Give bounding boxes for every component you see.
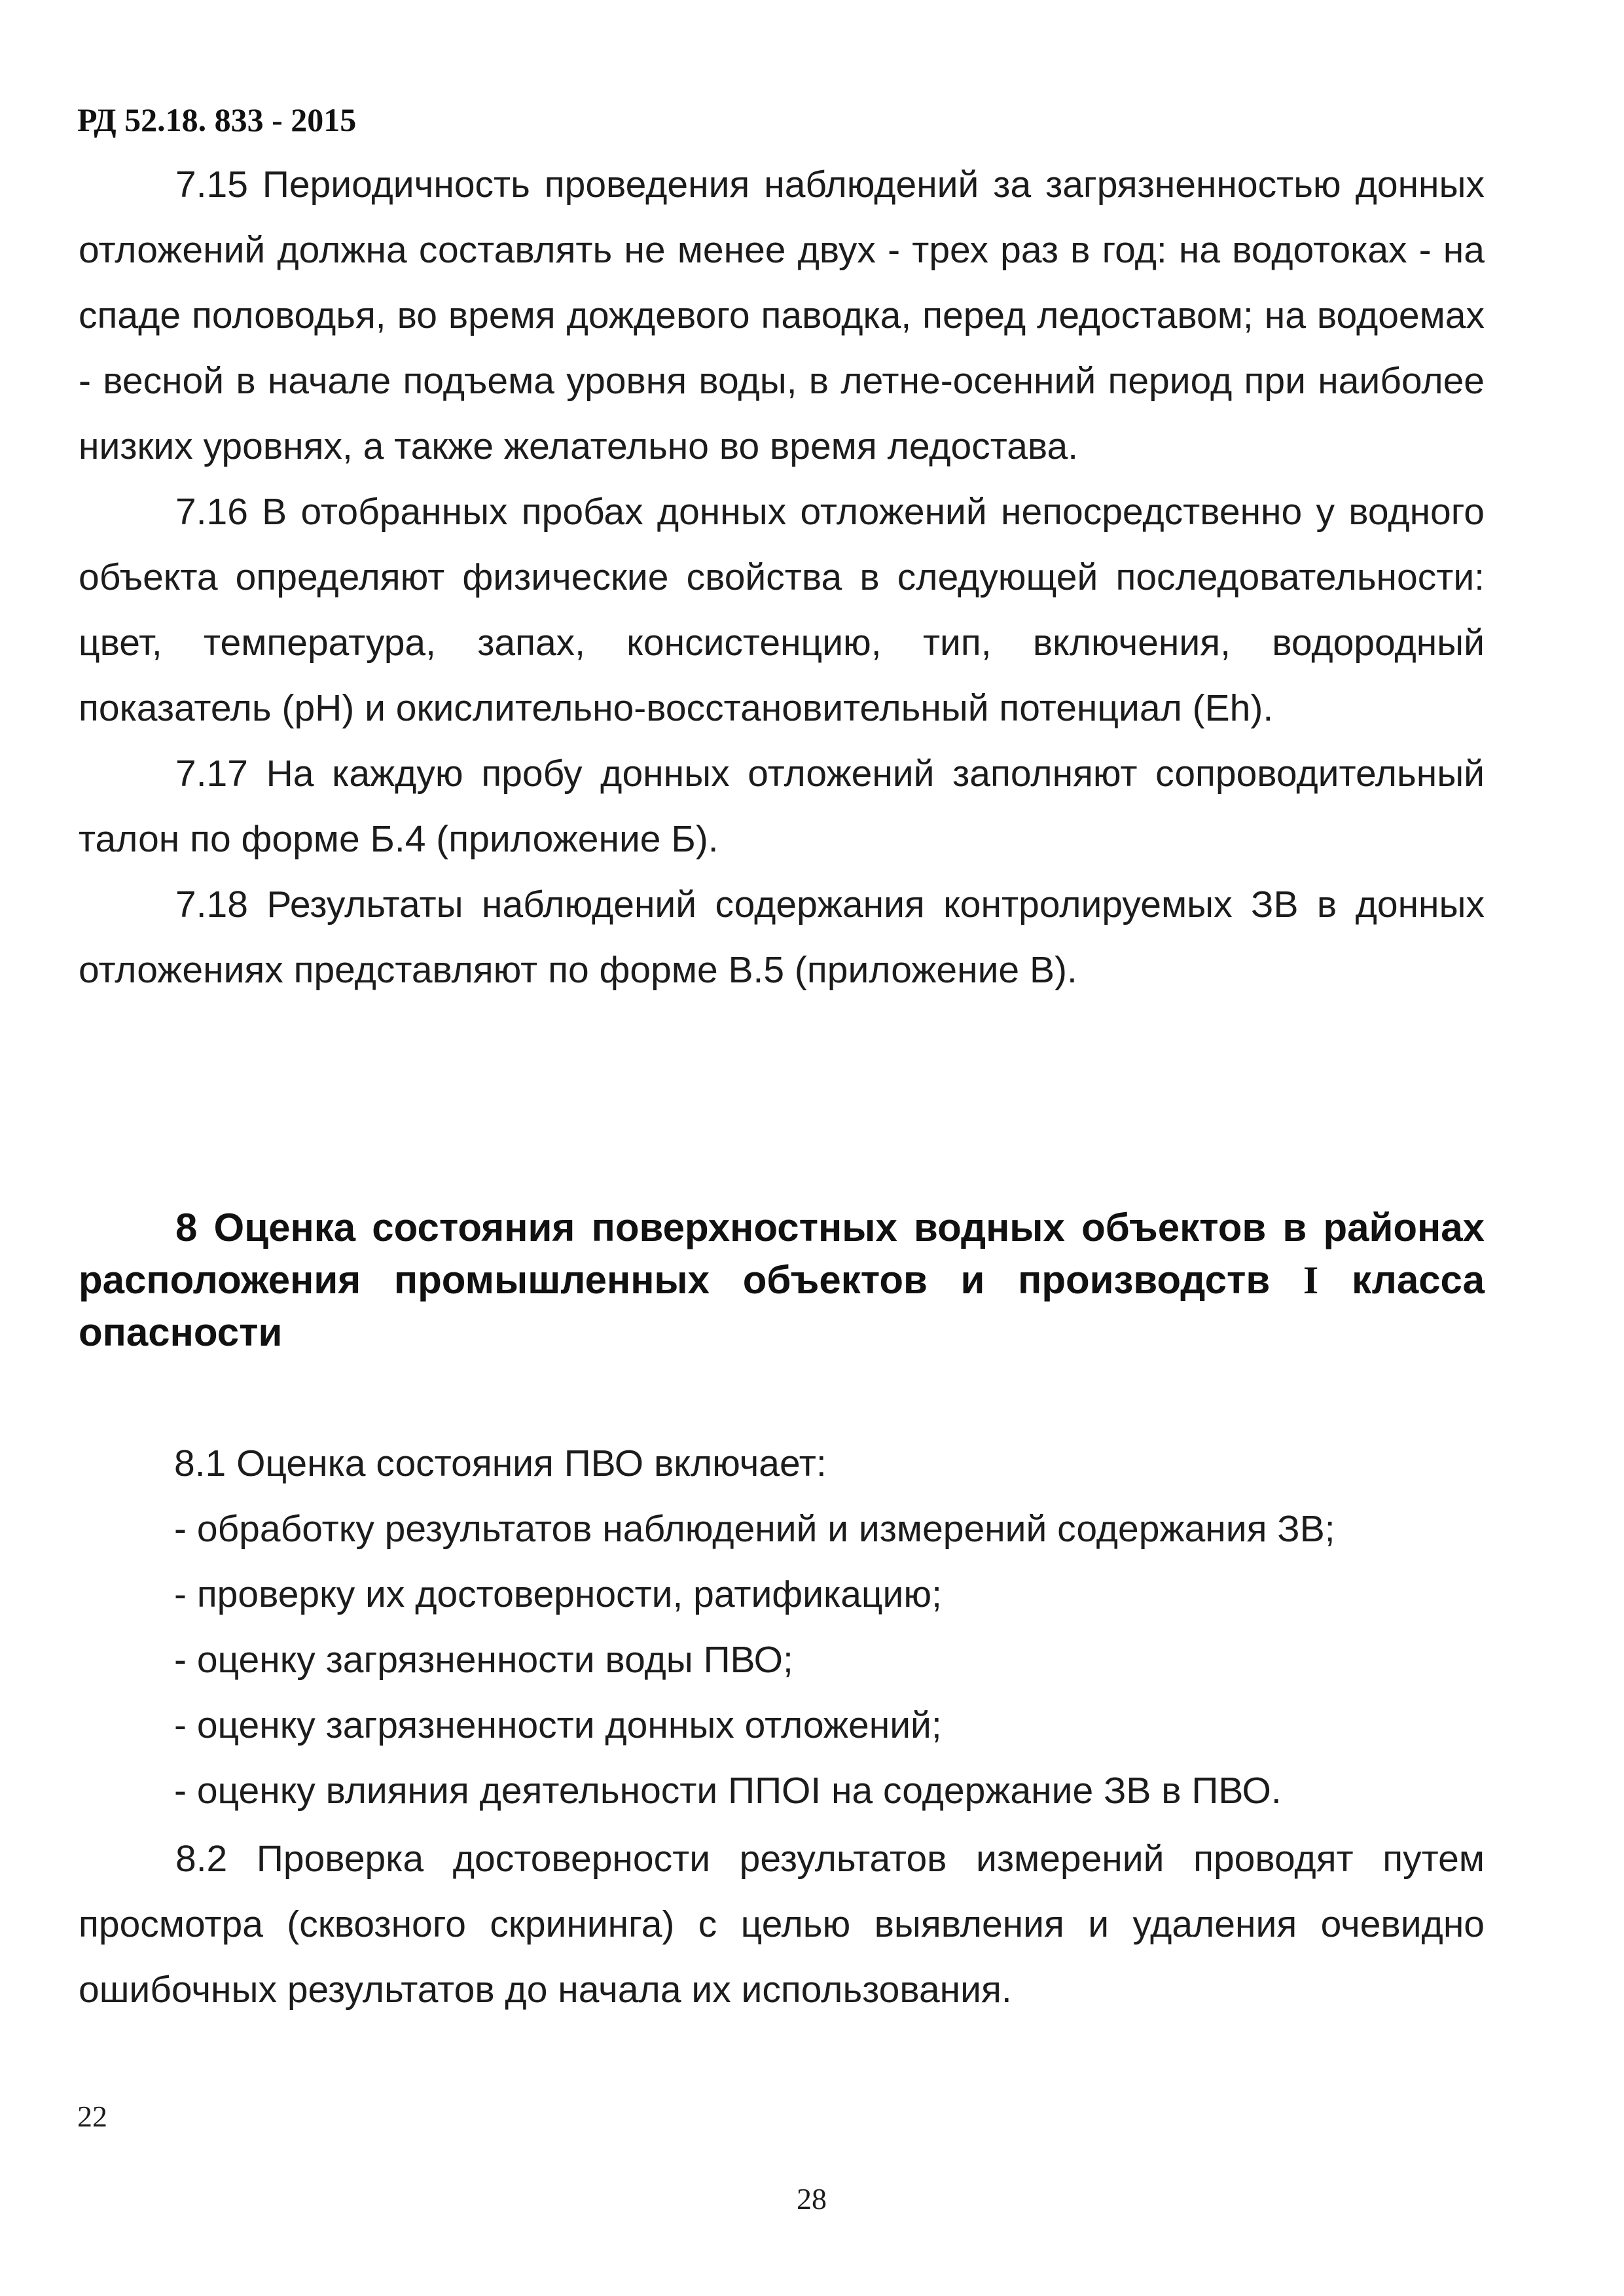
list-item: - проверку их достоверности, ратификацию;: [174, 1573, 942, 1615]
section-heading-class-numeral: I: [1303, 1259, 1319, 1302]
section-heading-part2: класса опасности: [79, 1258, 1485, 1354]
paragraph-7-18: 7.18 Результаты наблюдений содержания контролируемых ЗВ в донных отложениях представляют по форме В.5 (приложение В).: [79, 884, 1485, 991]
list-item: - оценку загрязненности воды ПВО;: [174, 1639, 793, 1681]
list-item-8-1: 8.1 Оценка состояния ПВО включает:: [174, 1443, 827, 1484]
paragraph-8-2-block: [79, 1826, 1485, 2022]
section-8-1-list: [79, 1431, 1485, 1823]
section-8-heading: [79, 1202, 1485, 1359]
paragraph-8-2: 8.2 Проверка достоверности результатов измерений проводят путем просмотра (сквозного скрининга) с целью выявления и удаления очевидно ошибочных результатов до начала их использования.: [79, 1838, 1485, 2011]
document-code: РД 52.18. 833 - 2015: [77, 101, 357, 138]
page-number-left: 22: [77, 2100, 107, 2133]
page-number-center: 28: [797, 2182, 827, 2215]
list-item: - обработку результатов наблюдений и измерений содержания ЗВ;: [174, 1508, 1335, 1550]
list-item: - оценку влияния деятельности ППОI на содержание ЗВ в ПВО.: [174, 1770, 1282, 1812]
list-item: - оценку загрязненности донных отложений;: [174, 1704, 942, 1746]
paragraphs-7x: [79, 152, 1485, 1003]
paragraph-7-17: 7.17 На каждую пробу донных отложений заполняют сопроводительный талон по форме Б.4 (приложение Б).: [79, 753, 1485, 860]
section-heading-part1: 8 Оценка состояния поверхностных водных объектов в районах расположения промышленных объектов и производств: [79, 1206, 1485, 1302]
paragraph-7-15: 7.15 Периодичность проведения наблюдений за загрязненностью донных отложений должна составлять не менее двух - трех раз в год: на водотоках - на спаде половодья, во время дождевого паводка, перед ледоставом; на водоемах - весной в начале подъема уровня воды, в летне-осенний период при наиболее низких уровнях, а также желательно во время ледостава.: [79, 164, 1485, 467]
paragraph-7-16: 7.16 В отобранных пробах донных отложений непосредственно у водного объекта определяют физические свойства в следующей последовательности: цвет, температура, запах, консистенцию, тип, включения, водородный показатель (pH) и окислительно-восстановительный потенциал (Eh).: [79, 491, 1485, 729]
